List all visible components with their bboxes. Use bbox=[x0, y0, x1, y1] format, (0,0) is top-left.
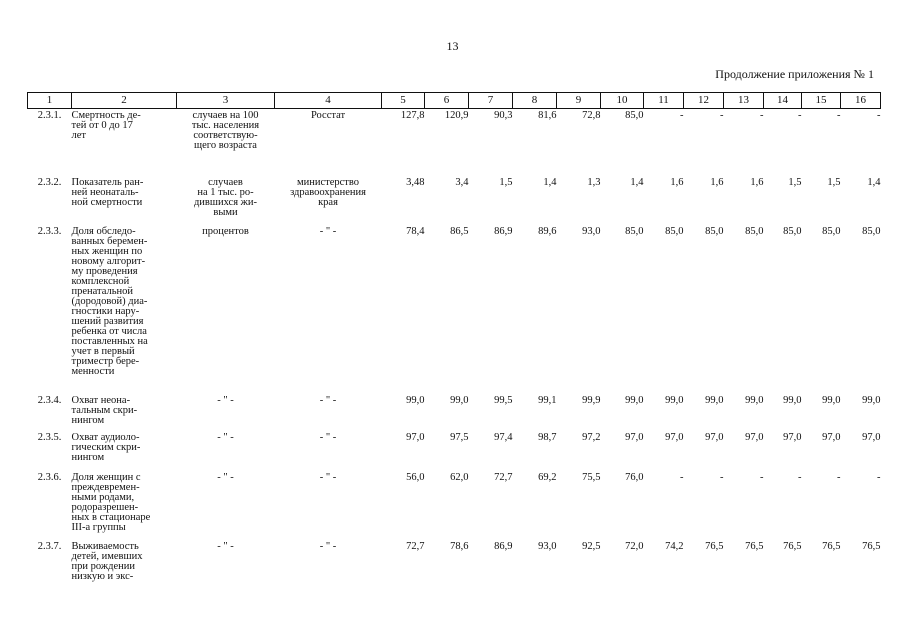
cell-line: случаев на 100 bbox=[192, 110, 259, 121]
indicator-name bbox=[72, 431, 177, 471]
cell-line: здравоохранения bbox=[290, 186, 366, 198]
value-cell: 97,2 bbox=[582, 431, 601, 443]
value-cell: 97,0 bbox=[745, 431, 764, 443]
value-cell: 72,7 bbox=[494, 471, 513, 483]
value-cell: - bbox=[760, 110, 764, 121]
cell-line: низкую и экс- bbox=[71, 570, 134, 582]
column-number-7: 7 bbox=[469, 93, 513, 109]
cell-line: щего возраста bbox=[194, 140, 257, 151]
table-row bbox=[28, 431, 881, 471]
value-cell: 85,0 bbox=[822, 225, 841, 237]
cell-line: - " - bbox=[319, 540, 337, 552]
indicator-code: 2.3.6. bbox=[37, 471, 62, 483]
indicator-source bbox=[275, 109, 382, 176]
value-cell: 72,7 bbox=[406, 540, 425, 552]
value-cell: 1,5 bbox=[499, 176, 513, 188]
indicator-unit bbox=[177, 471, 275, 540]
value-cell: 76,5 bbox=[822, 540, 841, 552]
cell-line: III-а группы bbox=[71, 521, 126, 533]
cell-line: процентов bbox=[202, 225, 249, 237]
cell-line: ной смертности bbox=[71, 196, 143, 208]
value-cell: 99,0 bbox=[450, 394, 469, 406]
value-cell: 85,0 bbox=[705, 225, 724, 237]
continuation-title: Продолжение приложения № 1 bbox=[715, 67, 874, 81]
indicator-source bbox=[275, 471, 382, 540]
value-cell: - bbox=[877, 110, 881, 121]
cell-line: детей, имевших bbox=[71, 550, 143, 562]
column-number-8: 8 bbox=[513, 93, 557, 109]
value-cell: 85,0 bbox=[625, 225, 644, 237]
value-cell: - bbox=[837, 471, 841, 483]
table-row bbox=[28, 394, 881, 431]
value-cell: 92,5 bbox=[582, 540, 601, 552]
cell-line: - " - bbox=[319, 225, 337, 237]
value-cell: 120,9 bbox=[444, 110, 469, 121]
value-cell: 85,0 bbox=[625, 110, 644, 121]
cell-line: поставленных на bbox=[71, 335, 148, 347]
cell-line: соответствую- bbox=[193, 130, 258, 141]
cell-line: менности bbox=[71, 365, 115, 377]
cell-line: ребенка от числа bbox=[71, 325, 147, 337]
column-number-16: 16 bbox=[841, 93, 881, 109]
column-number-10: 10 bbox=[601, 93, 644, 109]
cell-line: - " - bbox=[217, 394, 234, 406]
value-cell: 3,4 bbox=[455, 176, 469, 188]
cell-line: новому алгорит- bbox=[71, 255, 146, 267]
value-cell: 99,0 bbox=[625, 394, 644, 406]
indicator-unit bbox=[177, 176, 275, 225]
cell-line: выми bbox=[213, 206, 238, 218]
table-row bbox=[28, 109, 881, 176]
cell-line: дившихся жи- bbox=[193, 196, 258, 208]
cell-line: тей от 0 до 17 bbox=[71, 120, 133, 131]
value-cell: 1,4 bbox=[867, 176, 881, 188]
value-cell: 1,6 bbox=[670, 176, 684, 188]
value-cell: 76,5 bbox=[745, 540, 764, 552]
indicator-code: 2.3.5. bbox=[37, 431, 62, 443]
cell-line: тыс. населения bbox=[191, 120, 260, 131]
cell-line: комплексной bbox=[71, 275, 130, 287]
value-cell: - bbox=[798, 110, 802, 121]
value-cell: 86,5 bbox=[450, 225, 469, 237]
value-cell: 85,0 bbox=[745, 225, 764, 237]
indicator-source bbox=[275, 431, 382, 471]
value-cell: 97,0 bbox=[665, 431, 684, 443]
value-cell: 90,3 bbox=[494, 110, 513, 121]
value-cell: - bbox=[680, 471, 684, 483]
indicator-unit bbox=[177, 109, 275, 176]
value-cell: 76,5 bbox=[862, 540, 881, 552]
indicator-code: 2.3.7. bbox=[37, 540, 62, 552]
value-cell: 99,5 bbox=[494, 394, 513, 406]
cell-line: тальным скри- bbox=[71, 404, 138, 416]
cell-line: Росстат bbox=[310, 110, 346, 121]
cell-line: родоразрешен- bbox=[71, 501, 139, 513]
column-number-12: 12 bbox=[684, 93, 724, 109]
indicator-code: 2.3.4. bbox=[37, 394, 62, 406]
cell-line: гическим скри- bbox=[71, 441, 141, 453]
value-cell: 127,8 bbox=[400, 110, 425, 121]
value-cell: - bbox=[877, 471, 881, 483]
indicator-source bbox=[275, 394, 382, 431]
cell-line: - " - bbox=[217, 471, 234, 483]
indicator-code: 2.3.1. bbox=[37, 110, 62, 121]
value-cell: 76,5 bbox=[783, 540, 802, 552]
value-cell: 1,4 bbox=[543, 176, 557, 188]
value-cell: 74,2 bbox=[665, 540, 684, 552]
indicator-name bbox=[72, 471, 177, 540]
value-cell: - bbox=[837, 110, 841, 121]
cell-line: ных женщин по bbox=[71, 245, 143, 257]
cell-line: - " - bbox=[217, 540, 234, 552]
value-cell: 1,6 bbox=[710, 176, 724, 188]
cell-line: Выживаемость bbox=[71, 540, 139, 552]
value-cell: 85,0 bbox=[862, 225, 881, 237]
cell-line: Охват аудиоло- bbox=[71, 431, 140, 443]
indicator-code: 2.3.3. bbox=[37, 225, 62, 237]
value-cell: 78,6 bbox=[450, 540, 469, 552]
cell-line: пренатальной bbox=[71, 285, 134, 297]
column-number-9: 9 bbox=[557, 93, 601, 109]
indicator-source bbox=[275, 540, 382, 588]
column-number-5: 5 bbox=[382, 93, 425, 109]
column-numbers-row bbox=[28, 93, 881, 109]
value-cell: 97,4 bbox=[494, 431, 513, 443]
cell-line: края bbox=[318, 196, 338, 208]
value-cell: 93,0 bbox=[538, 540, 557, 552]
value-cell: 72,8 bbox=[582, 110, 601, 121]
cell-line: му проведения bbox=[71, 265, 138, 277]
cell-line: Смертность де- bbox=[71, 110, 141, 121]
column-number-11: 11 bbox=[644, 93, 684, 109]
indicator-name bbox=[72, 394, 177, 431]
value-cell: 3,48 bbox=[406, 176, 425, 188]
value-cell: 99,0 bbox=[406, 394, 425, 406]
value-cell: 72,0 bbox=[625, 540, 644, 552]
value-cell: 1,3 bbox=[587, 176, 601, 188]
cell-line: - " - bbox=[319, 471, 337, 483]
value-cell: 69,2 bbox=[538, 471, 557, 483]
value-cell: 56,0 bbox=[406, 471, 425, 483]
cell-line: ванных беремен- bbox=[71, 235, 148, 247]
value-cell: 99,0 bbox=[745, 394, 764, 406]
cell-line: нингом bbox=[71, 451, 105, 463]
value-cell: 99,0 bbox=[783, 394, 802, 406]
value-cell: - bbox=[760, 471, 764, 483]
cell-line: Доля женщин с bbox=[71, 471, 141, 483]
cell-line: (дородовой) диа- bbox=[71, 295, 148, 307]
column-number-1: 1 bbox=[28, 93, 72, 109]
cell-line: Доля обследо- bbox=[71, 225, 136, 237]
indicators-table bbox=[27, 92, 881, 588]
column-number-15: 15 bbox=[802, 93, 841, 109]
value-cell: 1,5 bbox=[788, 176, 802, 188]
value-cell: 98,7 bbox=[538, 431, 557, 443]
value-cell: 75,5 bbox=[582, 471, 601, 483]
value-cell: 62,0 bbox=[450, 471, 469, 483]
value-cell: 76,5 bbox=[705, 540, 724, 552]
cell-line: ней неонаталь- bbox=[71, 186, 139, 198]
value-cell: 99,9 bbox=[582, 394, 601, 406]
cell-line: случаев bbox=[208, 176, 243, 188]
value-cell: 99,0 bbox=[822, 394, 841, 406]
value-cell: 99,0 bbox=[665, 394, 684, 406]
indicator-code: 2.3.2. bbox=[37, 176, 62, 188]
value-cell: 81,6 bbox=[538, 110, 557, 121]
value-cell: 97,0 bbox=[862, 431, 881, 443]
value-cell: 97,0 bbox=[406, 431, 425, 443]
cell-line: Охват неона- bbox=[71, 394, 131, 406]
cell-line: - " - bbox=[319, 431, 337, 443]
value-cell: 76,0 bbox=[625, 471, 644, 483]
column-number-14: 14 bbox=[764, 93, 802, 109]
column-number-3: 3 bbox=[177, 93, 275, 109]
table-row bbox=[28, 471, 881, 540]
cell-line: при рождении bbox=[71, 560, 135, 572]
table-row bbox=[28, 540, 881, 588]
cell-line: преждевремен- bbox=[71, 481, 140, 493]
cell-line: гностики нару- bbox=[71, 305, 140, 317]
column-number-6: 6 bbox=[425, 93, 469, 109]
indicator-name bbox=[72, 540, 177, 588]
indicator-name bbox=[72, 109, 177, 176]
value-cell: 97,0 bbox=[783, 431, 802, 443]
cell-line: - " - bbox=[319, 394, 337, 406]
cell-line: Показатель ран- bbox=[71, 176, 144, 188]
indicator-source bbox=[275, 225, 382, 394]
value-cell: 86,9 bbox=[494, 540, 513, 552]
value-cell: - bbox=[680, 110, 684, 121]
value-cell: 86,9 bbox=[494, 225, 513, 237]
value-cell: 99,0 bbox=[862, 394, 881, 406]
cell-line: триместр бере- bbox=[71, 355, 140, 367]
indicator-unit bbox=[177, 431, 275, 471]
cell-line: шений развития bbox=[71, 315, 144, 327]
column-number-13: 13 bbox=[724, 93, 764, 109]
value-cell: 97,0 bbox=[625, 431, 644, 443]
indicator-unit bbox=[177, 394, 275, 431]
column-number-2: 2 bbox=[72, 93, 177, 109]
value-cell: - bbox=[720, 110, 724, 121]
value-cell: 1,4 bbox=[630, 176, 644, 188]
page-number: 13 bbox=[446, 39, 459, 53]
value-cell: 85,0 bbox=[783, 225, 802, 237]
indicator-unit bbox=[177, 540, 275, 588]
value-cell: 97,5 bbox=[450, 431, 469, 443]
cell-line: министерство bbox=[296, 176, 360, 188]
cell-line: учет в первый bbox=[71, 345, 135, 357]
cell-line: ными родами, bbox=[71, 491, 135, 503]
table-row bbox=[28, 225, 881, 394]
value-cell: 1,5 bbox=[827, 176, 841, 188]
indicator-name bbox=[72, 176, 177, 225]
value-cell: 89,6 bbox=[538, 225, 557, 237]
cell-line: лет bbox=[71, 130, 86, 141]
value-cell: 99,1 bbox=[538, 394, 557, 406]
value-cell: - bbox=[798, 471, 802, 483]
value-cell: 78,4 bbox=[406, 225, 425, 237]
cell-line: нингом bbox=[71, 414, 105, 426]
value-cell: 85,0 bbox=[665, 225, 684, 237]
value-cell: 93,0 bbox=[582, 225, 601, 237]
value-cell: 97,0 bbox=[705, 431, 724, 443]
value-cell: 1,6 bbox=[750, 176, 764, 188]
value-cell: - bbox=[720, 471, 724, 483]
column-number-4: 4 bbox=[275, 93, 382, 109]
cell-line: - " - bbox=[217, 431, 234, 443]
indicator-source bbox=[275, 176, 382, 225]
value-cell: 97,0 bbox=[822, 431, 841, 443]
indicator-unit bbox=[177, 225, 275, 394]
indicator-name bbox=[72, 225, 177, 394]
cell-line: ных в стационаре bbox=[71, 511, 151, 523]
table-row bbox=[28, 176, 881, 225]
cell-line: на 1 тыс. ро- bbox=[197, 186, 254, 198]
value-cell: 99,0 bbox=[705, 394, 724, 406]
